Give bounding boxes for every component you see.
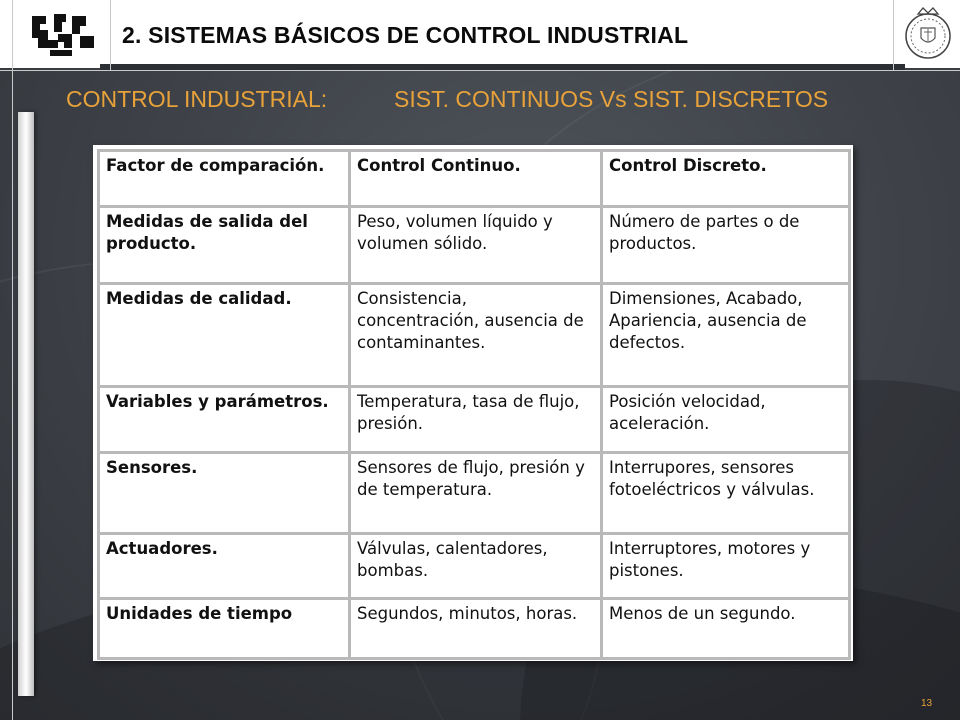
table-row [99,284,850,387]
header-cell-discreto: Control Discreto. [602,151,850,207]
decorative-side-bar [18,112,34,696]
header-cell-continuo: Control Continuo. [350,151,602,207]
discreto-cell: Interrupores, sensores fotoeléctricos y válvulas. [602,453,850,534]
continuo-cell: Válvulas, calentadores, bombas. [350,534,602,599]
continuo-cell: Peso, volumen líquido y volumen sólido. [350,207,602,284]
discreto-cell: Número de partes o de productos. [602,207,850,284]
header-guide-line [12,0,13,720]
table-header-row [99,151,850,207]
discreto-cell: Dimensiones, Acabado, Apariencia, ausencia de defectos. [602,284,850,387]
continuo-cell: Segundos, minutos, horas. [350,599,602,659]
table-row [99,387,850,453]
comparison-table [97,149,851,660]
header-cell-factor: Factor de comparación. [99,151,350,207]
header-guide-line [110,0,111,70]
continuo-cell: Sensores de flujo, presión y de temperatura. [350,453,602,534]
continuo-cell: Consistencia, concentración, ausencia de contaminantes. [350,284,602,387]
university-crest-icon [900,4,956,62]
header-guide-line [0,70,960,71]
factor-cell: Sensores. [99,453,350,534]
table-row [99,599,850,659]
table-row [99,207,850,284]
page-number: 13 [921,698,933,709]
discreto-cell: Interruptores, motores y pistones. [602,534,850,599]
discreto-cell: Menos de un segundo. [602,599,850,659]
slide-title: 2. SISTEMAS BÁSICOS DE CONTROL INDUSTRIAL [122,22,689,48]
comparison-table-frame [93,145,853,661]
factor-cell: Unidades de tiempo [99,599,350,659]
factor-cell: Medidas de salida del producto. [99,207,350,284]
discreto-cell: Posición velocidad, aceleración. [602,387,850,453]
factor-cell: Variables y parámetros. [99,387,350,453]
factor-cell: Medidas de calidad. [99,284,350,387]
header-guide-line [893,0,894,70]
table-row [99,453,850,534]
subtitle-right: SIST. CONTINUOS Vs SIST. DISCRETOS [394,86,829,112]
university-logo-icon [28,10,100,58]
subtitle-left: CONTROL INDUSTRIAL: [66,86,328,112]
factor-cell: Actuadores. [99,534,350,599]
continuo-cell: Temperatura, tasa de flujo, presión. [350,387,602,453]
table-row [99,534,850,599]
